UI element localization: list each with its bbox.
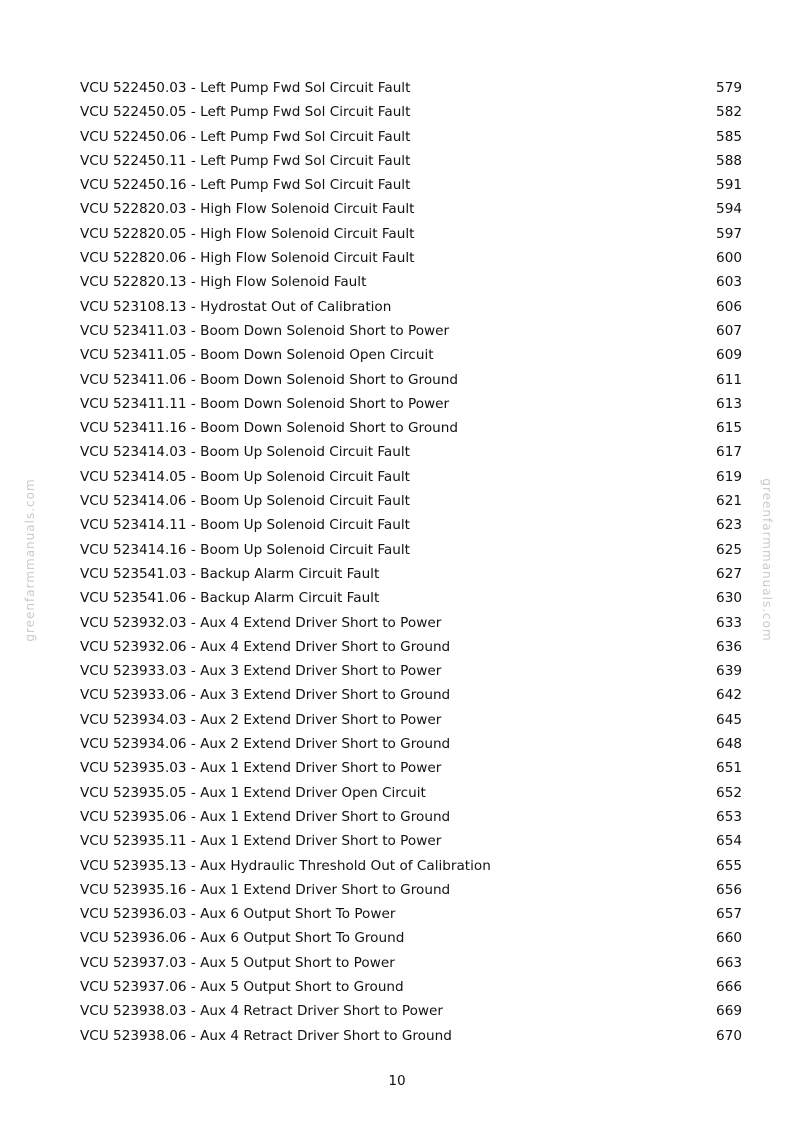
toc-entry[interactable] bbox=[80, 708, 742, 732]
toc-entry[interactable] bbox=[80, 635, 742, 659]
toc-entry[interactable] bbox=[80, 246, 742, 270]
toc-entry-title[interactable]: VCU 523935.13 - Aux Hydraulic Threshold Out of Calibration bbox=[80, 857, 491, 874]
toc-entry[interactable] bbox=[80, 902, 742, 926]
toc-entry-page[interactable]: 594 bbox=[716, 201, 742, 218]
toc-entry-page[interactable]: 669 bbox=[716, 1003, 742, 1020]
toc-entry[interactable] bbox=[80, 489, 742, 513]
toc-entry-page[interactable]: 606 bbox=[716, 298, 742, 315]
toc-entry-page[interactable]: 579 bbox=[716, 80, 742, 96]
toc-entry-title[interactable]: VCU 522450.06 - Left Pump Fwd Sol Circuit Fault bbox=[80, 128, 411, 145]
toc-entry-page[interactable]: 609 bbox=[716, 347, 742, 364]
toc-entry-title[interactable]: VCU 523414.16 - Boom Up Solenoid Circuit Fault bbox=[80, 541, 410, 558]
toc-entry[interactable] bbox=[80, 319, 742, 343]
toc-entry-page[interactable]: 617 bbox=[716, 444, 742, 461]
toc-entry-title[interactable]: VCU 523933.03 - Aux 3 Extend Driver Short to Power bbox=[80, 663, 442, 680]
toc-entry[interactable] bbox=[80, 756, 742, 780]
toc-entry[interactable] bbox=[80, 611, 742, 635]
toc-entry-page[interactable]: 621 bbox=[716, 493, 742, 510]
toc-entry-title[interactable]: VCU 522820.03 - High Flow Solenoid Circuit Fault bbox=[80, 201, 415, 218]
toc-entry-page[interactable]: 607 bbox=[716, 322, 742, 339]
toc-entry-page[interactable]: 630 bbox=[716, 590, 742, 607]
toc-entry-page[interactable]: 654 bbox=[716, 833, 742, 850]
toc-entry[interactable] bbox=[80, 222, 742, 246]
toc-entry-title[interactable]: VCU 523935.03 - Aux 1 Extend Driver Short to Power bbox=[80, 760, 442, 777]
toc-entry-page[interactable]: 652 bbox=[716, 784, 742, 801]
toc-entry-title[interactable]: VCU 523411.06 - Boom Down Solenoid Short to Ground bbox=[80, 371, 458, 388]
toc-entry-title[interactable]: VCU 522450.03 - Left Pump Fwd Sol Circuit Fault bbox=[80, 80, 411, 96]
toc-entry-title[interactable]: VCU 523934.06 - Aux 2 Extend Driver Short to Ground bbox=[80, 736, 451, 753]
toc-entry-title[interactable]: VCU 522450.05 - Left Pump Fwd Sol Circuit Fault bbox=[80, 104, 411, 121]
toc-entry[interactable] bbox=[80, 368, 742, 392]
toc-entry-page[interactable]: 636 bbox=[716, 638, 742, 655]
toc-entry-page[interactable]: 611 bbox=[716, 371, 742, 388]
page-number: 10 bbox=[388, 1073, 406, 1089]
toc-entry-page[interactable]: 585 bbox=[716, 128, 742, 145]
toc-entry-title[interactable]: VCU 522820.05 - High Flow Solenoid Circuit Fault bbox=[80, 225, 415, 242]
toc-entry[interactable] bbox=[80, 659, 742, 683]
toc-entry-title[interactable]: VCU 523935.11 - Aux 1 Extend Driver Short to Power bbox=[80, 833, 442, 850]
toc-entry[interactable] bbox=[80, 999, 742, 1023]
toc-entry-page[interactable]: 657 bbox=[716, 906, 742, 923]
toc-entry-title[interactable]: VCU 523541.03 - Backup Alarm Circuit Fault bbox=[80, 565, 380, 582]
toc-entry-page[interactable]: 656 bbox=[716, 881, 742, 898]
toc-entry-title[interactable]: VCU 523935.16 - Aux 1 Extend Driver Short to Ground bbox=[80, 881, 451, 898]
toc-entry-page[interactable]: 613 bbox=[716, 395, 742, 412]
toc-entry-page[interactable]: 666 bbox=[716, 978, 742, 995]
toc-entry[interactable] bbox=[80, 513, 742, 537]
toc-entry-title[interactable]: VCU 523938.03 - Aux 4 Retract Driver Short to Power bbox=[80, 1003, 443, 1020]
toc-entry-page[interactable]: 651 bbox=[716, 760, 742, 777]
toc-entry-title[interactable]: VCU 523541.06 - Backup Alarm Circuit Fault bbox=[80, 590, 380, 607]
toc-entry-title[interactable]: VCU 523935.06 - Aux 1 Extend Driver Short to Ground bbox=[80, 808, 451, 825]
toc-entry-page[interactable]: 623 bbox=[716, 517, 742, 534]
toc-entry[interactable] bbox=[80, 805, 742, 829]
toc-entry-title[interactable]: VCU 523936.03 - Aux 6 Output Short To Power bbox=[80, 906, 396, 923]
toc-entry[interactable] bbox=[80, 878, 742, 902]
toc-entry-page[interactable]: 615 bbox=[716, 420, 742, 437]
toc-entry-page[interactable]: 670 bbox=[716, 1027, 742, 1044]
toc-entry[interactable] bbox=[80, 416, 742, 440]
toc-entry-page[interactable]: 642 bbox=[716, 687, 742, 704]
watermark-right: greenfarmmanuals.com bbox=[760, 478, 774, 642]
toc-entry-title[interactable]: VCU 523938.06 - Aux 4 Retract Driver Short to Ground bbox=[80, 1027, 452, 1044]
toc-entry-page[interactable]: 600 bbox=[716, 250, 742, 267]
watermark-left: greenfarmmanuals.com bbox=[23, 478, 37, 642]
toc-entry[interactable] bbox=[80, 343, 742, 367]
toc-entry-title[interactable]: VCU 523414.11 - Boom Up Solenoid Circuit Fault bbox=[80, 517, 410, 534]
toc-entry[interactable] bbox=[80, 270, 742, 294]
toc-entry[interactable] bbox=[80, 951, 742, 975]
toc-entry-title[interactable]: VCU 522450.16 - Left Pump Fwd Sol Circuit Fault bbox=[80, 177, 411, 194]
toc-entry-title[interactable]: VCU 523414.06 - Boom Up Solenoid Circuit Fault bbox=[80, 493, 410, 510]
toc-entry[interactable] bbox=[80, 173, 742, 197]
toc-entry-title[interactable]: VCU 522450.11 - Left Pump Fwd Sol Circuit Fault bbox=[80, 152, 411, 169]
toc-entry-page[interactable]: 588 bbox=[716, 152, 742, 169]
toc-entry[interactable] bbox=[80, 440, 742, 464]
toc-entry-title[interactable]: VCU 523937.06 - Aux 5 Output Short to Ground bbox=[80, 978, 404, 995]
toc-entry-title[interactable]: VCU 523933.06 - Aux 3 Extend Driver Short to Ground bbox=[80, 687, 451, 704]
toc-entry[interactable] bbox=[80, 392, 742, 416]
toc-entry-page[interactable]: 603 bbox=[716, 274, 742, 291]
toc-entry-page[interactable]: 663 bbox=[716, 954, 742, 971]
toc-entry[interactable] bbox=[80, 975, 742, 999]
toc-entry-page[interactable]: 582 bbox=[716, 104, 742, 121]
toc-entry-title[interactable]: VCU 523935.05 - Aux 1 Extend Driver Open Circuit bbox=[80, 784, 426, 801]
toc-entry[interactable] bbox=[80, 125, 742, 149]
toc-entry-page[interactable]: 633 bbox=[716, 614, 742, 631]
toc-entry[interactable] bbox=[80, 149, 742, 173]
toc-entry[interactable] bbox=[80, 562, 742, 586]
toc-entry-page[interactable]: 660 bbox=[716, 930, 742, 947]
toc-entry-title[interactable]: VCU 523414.03 - Boom Up Solenoid Circuit Fault bbox=[80, 444, 410, 461]
table-of-contents bbox=[80, 76, 742, 1048]
toc-entry-page[interactable]: 597 bbox=[716, 225, 742, 242]
toc-entry-title[interactable]: VCU 523937.03 - Aux 5 Output Short to Power bbox=[80, 954, 395, 971]
toc-entry[interactable] bbox=[80, 197, 742, 221]
toc-entry[interactable] bbox=[80, 683, 742, 707]
toc-entry-page[interactable]: 645 bbox=[716, 711, 742, 728]
toc-entry-page[interactable]: 639 bbox=[716, 663, 742, 680]
toc-entry-title[interactable]: VCU 523411.16 - Boom Down Solenoid Short to Ground bbox=[80, 420, 458, 437]
toc-entry[interactable] bbox=[80, 100, 742, 124]
toc-entry-page[interactable]: 627 bbox=[716, 565, 742, 582]
toc-entry-page[interactable]: 655 bbox=[716, 857, 742, 874]
toc-entry[interactable] bbox=[80, 829, 742, 853]
toc-entry-title[interactable]: VCU 523932.03 - Aux 4 Extend Driver Short to Power bbox=[80, 614, 442, 631]
toc-entry[interactable] bbox=[80, 295, 742, 319]
toc-entry-title[interactable]: VCU 523108.13 - Hydrostat Out of Calibration bbox=[80, 298, 392, 315]
toc-entry-title[interactable]: VCU 523414.05 - Boom Up Solenoid Circuit Fault bbox=[80, 468, 410, 485]
toc-entry[interactable] bbox=[80, 732, 742, 756]
toc-entry-title[interactable]: VCU 523411.03 - Boom Down Solenoid Short to Power bbox=[80, 322, 450, 339]
toc-entry-title[interactable]: VCU 523411.05 - Boom Down Solenoid Open Circuit bbox=[80, 347, 434, 364]
toc-entry[interactable] bbox=[80, 465, 742, 489]
toc-entry-page[interactable]: 648 bbox=[716, 736, 742, 753]
toc-entry[interactable] bbox=[80, 1024, 742, 1048]
toc-entry-title[interactable]: VCU 522820.13 - High Flow Solenoid Fault bbox=[80, 274, 367, 291]
toc-entry[interactable] bbox=[80, 586, 742, 610]
toc-entry-page[interactable]: 591 bbox=[716, 177, 742, 194]
toc-entry-title[interactable]: VCU 523932.06 - Aux 4 Extend Driver Short to Ground bbox=[80, 638, 451, 655]
toc-entry-title[interactable]: VCU 523934.03 - Aux 2 Extend Driver Short to Power bbox=[80, 711, 442, 728]
toc-entry[interactable] bbox=[80, 76, 742, 100]
toc-entry-title[interactable]: VCU 523411.11 - Boom Down Solenoid Short to Power bbox=[80, 395, 450, 412]
toc-entry-title[interactable]: VCU 522820.06 - High Flow Solenoid Circuit Fault bbox=[80, 250, 415, 267]
toc-entry-page[interactable]: 619 bbox=[716, 468, 742, 485]
toc-entry-page[interactable]: 625 bbox=[716, 541, 742, 558]
toc-entry[interactable] bbox=[80, 926, 742, 950]
toc-entry[interactable] bbox=[80, 538, 742, 562]
toc-entry[interactable] bbox=[80, 781, 742, 805]
toc-entry[interactable] bbox=[80, 854, 742, 878]
toc-entry-title[interactable]: VCU 523936.06 - Aux 6 Output Short To Ground bbox=[80, 930, 405, 947]
toc-entry-page[interactable]: 653 bbox=[716, 808, 742, 825]
